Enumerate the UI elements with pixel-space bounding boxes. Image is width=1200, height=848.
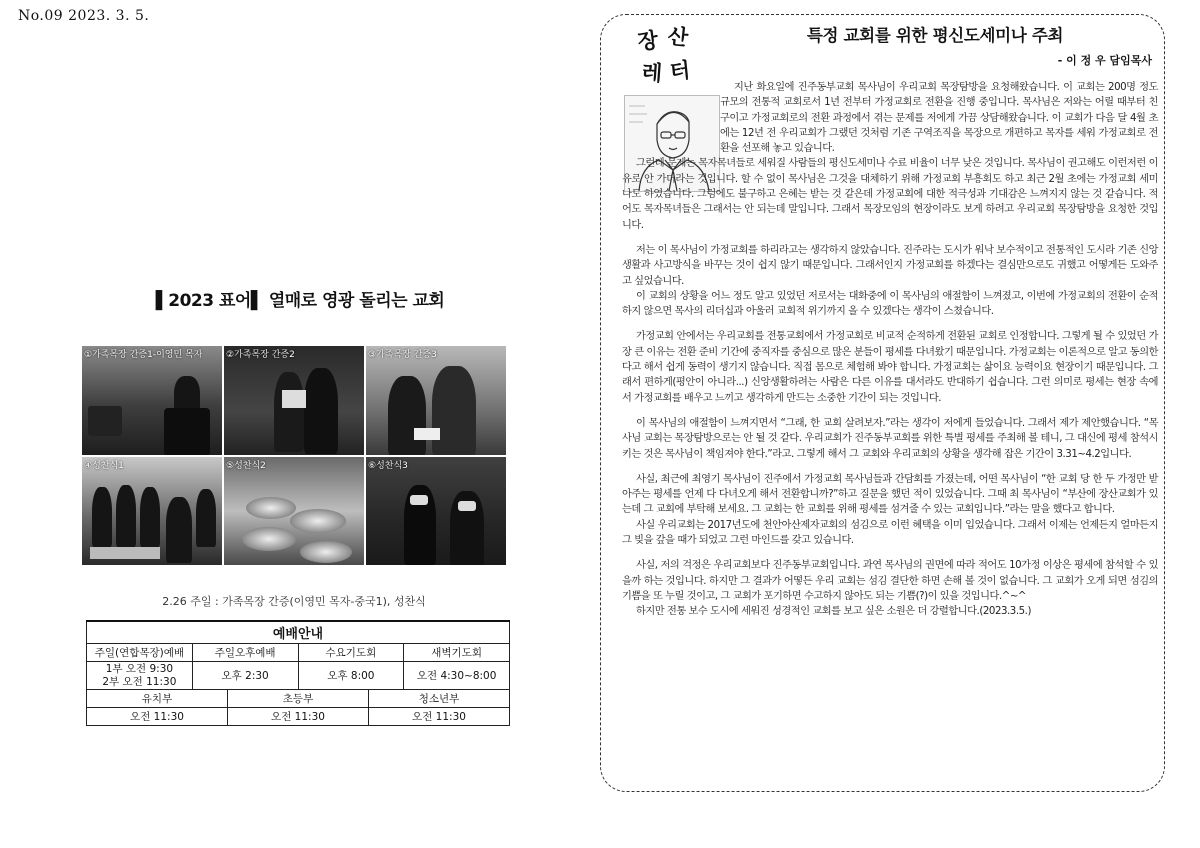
year-motto: ▌2023 표어▌ 열매로 영광 돌리는 교회 [155,291,445,311]
elementary-time: 오전 11:30 [228,708,369,726]
worship-schedule [86,620,510,726]
photo-communion-3 [366,457,506,566]
service-afternoon-header: 주일오후예배 [192,644,298,662]
service-time: 2부 오전 11:30 [102,675,177,688]
service-wednesday-header: 수요기도회 [298,644,404,662]
photo-caption: ⑤성찬식2 [226,460,266,471]
youth-time: 오전 11:30 [369,708,510,726]
photo-testimony-3 [366,346,506,455]
letter-body [622,80,1158,620]
photo-caption-line: 2.26 주일 : 가족목장 간증(이영민 목자-중국1), 성찬식 [162,595,426,608]
letter-paragraph: 이 교회의 상황을 어느 정도 알고 있었던 저로서는 대화중에 이 목사님의 애절함이 느껴졌고, 이번에 가정교회의 전환이 순적하지 않으면 목사의 리더십과 아울러 교회적 위기까지 올 수 있겠다는 생각이 스쳤습니다. [622,290,1158,318]
photo-caption: ③가족목장 간증3 [368,350,437,360]
photo-grid [82,346,506,565]
letter-paragraph: 이 목사님의 애절함이 느껴지면서 “그래, 한 교회 살려보자.”라는 생각이 저에게 들었습니다. 그래서 제가 제안했습니다. “목사님 교회는 목장탐방으로는 안 될 것 같다. 우리교회가 진주동부교회를 위한 특별 평세를 주최해 볼 테니, 그 대신에 평세 참석시키는 것은 목사님이 책임져야 한다.”라고. 그렇게 해서 그 교회와 우리교회의 상황을 생각해 잡은 기간이 3.31~4.2입니다. [622,417,1158,460]
photo-testimony-1 [82,346,222,455]
letter-paragraph: 사실, 최근에 최영기 목사님이 진주에서 가정교회 목사님들과 간담회를 가졌는데, 어떤 목사님이 “한 교회 당 한 두 가정만 받아주는 평세를 언제 다 다녀오게 해서 전환합니까?”하고 질문을 했던 적이 있었습니다. 그때 최 목사님이 “부산에 장산교회가 있는데 그 교회에 부탁해 보세요. 그 교회는 한 교회를 위해 평세를 섬겨줄 수 있는 교회입니다.”라는 말을 했다고 합니다. [622,473,1158,516]
letter-title: 특정 교회를 위한 평신도세미나 주최 [806,26,1064,45]
logo-char: 레 [641,60,663,86]
photo-communion-2 [224,457,364,566]
letter-paragraph: 사실, 저의 걱정은 우리교회보다 진주동부교회입니다. 과연 목사님의 권면에 따라 적어도 10가정 이상은 평세에 참석할 수 있을까 하는 것입니다. 하지만 그 결과가 어떻든 우리 교회는 섬김 결단한 하면 손해 볼 것이 없습니다. 그 교회가 오게 되면 섬김의 기쁨을 또 누릴 것이고, 그 교회가 포기하면 수고하지 않아도 되는 기쁨(?)이 있을 것입니다.^~^ [622,560,1158,602]
service-time: 1부 오전 9:30 [105,663,174,675]
worship-title: 예배안내 [87,621,510,644]
kindergarten-time: 오전 11:30 [87,708,228,726]
logo-char: 장 [636,27,660,55]
youth-header: 청소년부 [369,690,510,708]
letter-paragraph: 그런데 문제는 목자목녀들로 세워질 사람들의 평신도세미나 수료 비율이 너무 낮은 것입니다. 목사님이 권고해도 이런저런 이유로 안 가더라는 것입니다. 할 수 없이 목사님은 그것을 대체하기 위해 가정교회 부흥회도 하고 최근 2월 초에는 가정교회 세미나도 하였습니다. 그럼에도 불구하고 은혜는 받는 것 같은데 가정교회에 대한 적극성과 기대감은 느껴지지 않는 것 같습니다. 적어도 목자목녀들은 그래서는 안 되는데 말입니다. 그래서 목장모임의 현장이라도 보게 하려고 우리교회 목장탐방을 요청한 것입니다. [622,158,1158,231]
photo-testimony-2 [224,346,364,455]
elementary-header: 초등부 [228,690,369,708]
logo-char: 산 [666,24,690,50]
photo-communion-1 [82,457,222,566]
letter-paragraph: 가정교회 안에서는 우리교회를 전통교회에서 가정교회로 비교적 순적하게 전환된 교회로 인정합니다. 그렇게 될 수 있었던 가장 큰 이유는 전환 준비 기간에 중직자를 중심으로 많은 분들이 평세를 다녀왔기 때문입니다. 가정교회는 이론적으로 알고 동의한다고 해서 쉽게 동력이 생기지 않습니다. 직접 몸으로 체험해 봐야 합니다. 가정교회는 삶이요 능력이요 현장이기 때문입니다. 그래서 편하게(평안이 아니라...) 신앙생활하려는 사람은 다른 이유를 대서라도 반대하기 쉽습니다. 그런 의미로 평세는 현장 속에서 가정교회를 배우고 느끼고 생각하게 만드는 소중한 기간이 되는 것입니다. [622,331,1158,404]
service-dawn-header: 새벽기도회 [404,644,510,662]
logo-char: 터 [668,58,692,84]
kindergarten-header: 유치부 [87,690,228,708]
issue-number-date: No.09 2023. 3. 5. [18,8,150,24]
letter-author: - 이 정 우 담임목사 [1057,54,1152,67]
letter-paragraph: 저는 이 목사님이 가정교회를 하리라고는 생각하지 않았습니다. 진주라는 도시가 워낙 보수적이고 전통적인 도시라 기존 신앙생활과 사고방식을 바꾸는 것이 쉽지 않기 때문입니다. 그래서인지 가정교회를 하겠다는 결심만으로도 귀했고 어떻게든 도와주고 싶었습니다. [622,244,1158,287]
service-wednesday-time: 오후 8:00 [298,662,404,690]
service-dawn-time: 오전 4:30~8:00 [404,662,510,690]
letter-paragraph: 사실 우리교회는 2017년도에 천안아산제자교회의 섬김으로 이런 혜택을 이미 입었습니다. 그래서 이제는 언제든지 얼마든지 그 빚을 갚을 때가 되었고 그런 마인드를 갖고 있습니다. [622,519,1158,547]
photo-caption: ①가족목장 간증1-이영민 목자 [84,350,203,360]
letter-paragraph: 지난 화요일에 진주동부교회 목사님이 우리교회 목장탐방을 요청해왔습니다. 이 교회는 200명 정도 규모의 전통적 교회로서 1년 전부터 가정교회로 전환을 진행 중입니다. 목사님은 저와는 어릴 때부터 친구이고 가정교회로의 전환 과정에서 겪는 문제를 저에게 가끔 상담해왔습니다. 이 교회가 다음 달 4월 초에는 12년 전 우리교회가 그랬던 것처럼 기존 구역조직을 목장으로 개편하고 목자를 세워 가정교회로 전환을 선포해 놓고 있습니다. [720,82,1158,155]
service-sunday-times [87,662,193,690]
service-sunday-header: 주일(연합목장)예배 [87,644,193,662]
letter-paragraph: 하지만 전통 보수 도시에 세워진 성경적인 교회를 보고 싶은 소원은 더 강렬합니다.(2023.3.5.) [636,606,1031,618]
photo-caption: ⑥성찬식3 [368,460,408,471]
photo-caption: ④성찬식1 [84,460,124,471]
photo-caption: ②가족목장 간증2 [226,350,295,360]
service-afternoon-time: 오후 2:30 [192,662,298,690]
